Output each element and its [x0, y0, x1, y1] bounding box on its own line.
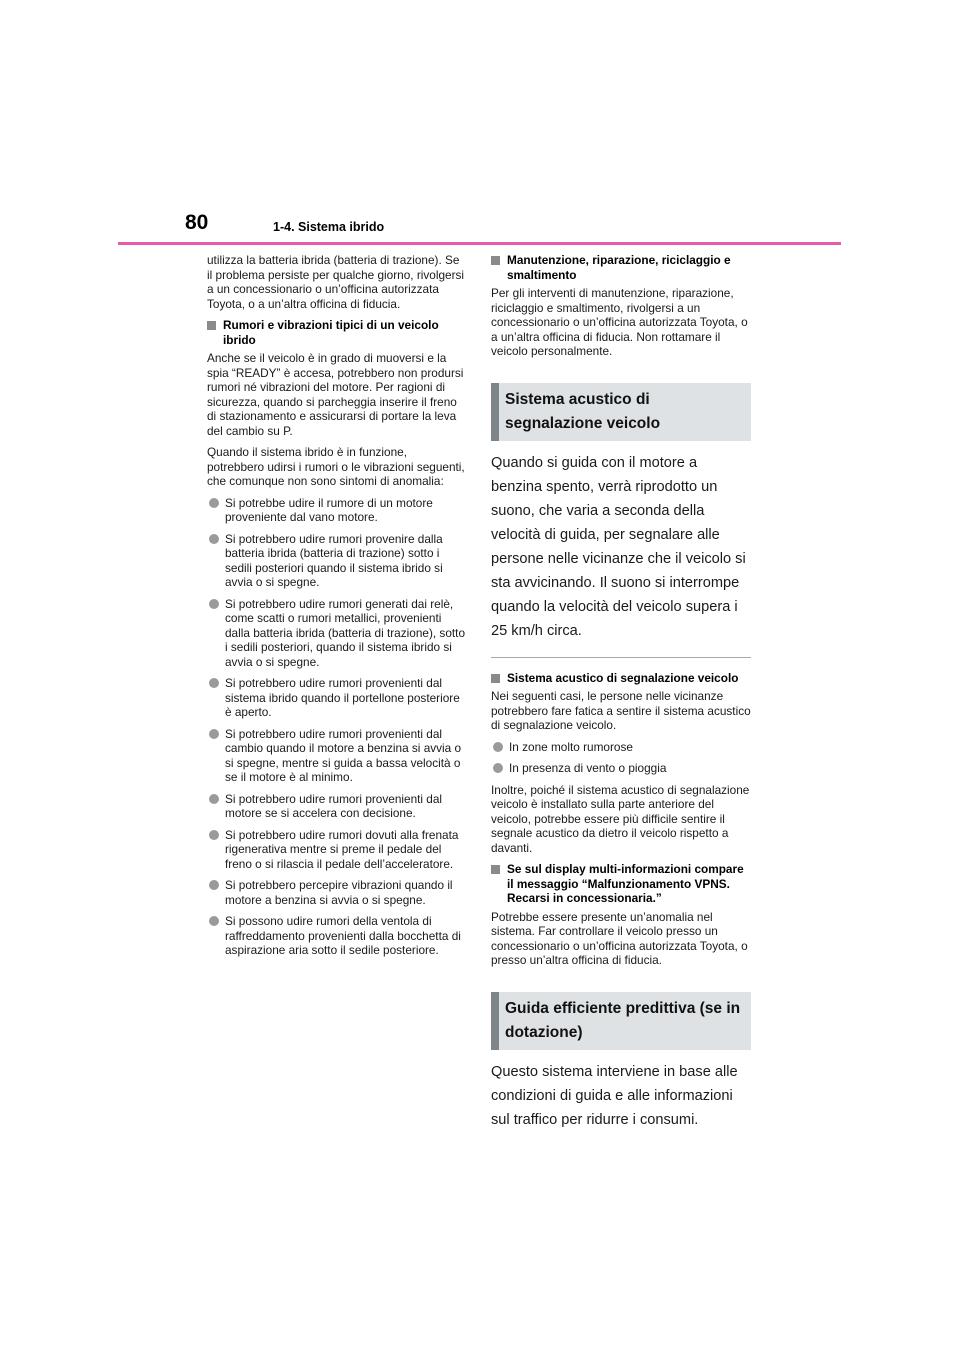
- maintenance-heading: Manutenzione, riparazione, riciclaggio e smaltimento: [491, 253, 751, 282]
- list-item: Si potrebbero udire rumori provenienti dal cambio quando il motore a benzina si avvia o si spegne, mentre si guida a bassa velocità o se il motore è al minimo.: [207, 727, 466, 785]
- page-number: 80: [185, 211, 209, 234]
- sound-system-paragraph-2: Inoltre, poiché il sistema acustico di segnalazione veicolo è installato sulla parte anteriore del veicolo, potrebbe essere più difficile sentire il segnale acustico da dietro il veicolo rispetto a davanti.: [491, 782, 750, 855]
- maintenance-paragraph: Per gli interventi di manutenzione, riparazione, riciclaggio e smaltimento, rivolgersi a un concessionario o un’officina autorizzata Toyota, o a un’altra officina di fiducia. Non rottamare il veicolo personalmente.: [491, 286, 748, 358]
- sound-system-paragraph: Nei seguenti casi, le persone nelle vicinanze potrebbero fare fatica a sentire il sistema acustico di segnalazione veicolo.: [491, 689, 751, 732]
- list-item: Si possono udire rumori della ventola di raffreddamento provenienti dalla bocchetta di aspirazione aria sotto il sedile posteriore.: [207, 914, 466, 958]
- sound-system-subheading: Sistema acustico di segnalazione veicolo: [491, 671, 751, 686]
- round-bullet-icon: [209, 534, 219, 544]
- section-box-sound-system: [491, 383, 751, 441]
- square-bullet-icon: [491, 256, 500, 265]
- round-bullet-icon: [493, 742, 503, 752]
- round-bullet-icon: [209, 678, 219, 688]
- list-item: Si potrebbero percepire vibrazioni quando il motore a benzina si avvia o si spegne.: [207, 878, 466, 907]
- round-bullet-icon: [209, 880, 219, 890]
- square-bullet-icon: [491, 674, 500, 683]
- round-bullet-icon: [209, 794, 219, 804]
- noise-heading: [207, 318, 466, 347]
- list-item: Si potrebbero udire rumori provenienti dal motore se si accelera con decisione.: [207, 792, 466, 821]
- list-item: Si potrebbe udire il rumore di un motore proveniente dal vano motore.: [207, 496, 466, 525]
- noise-heading-text: Rumori e vibrazioni tipici di un veicolo ibrido: [223, 318, 439, 347]
- right-column: [491, 253, 751, 1142]
- noise-paragraph-1: Anche se il veicolo è in grado di muoversi e la spia “READY” è accesa, potrebbero non prodursi rumori né vibrazioni del motore. Per ragioni di sicurezza, quando si parcheggia inserire il freno di stazionamento e assicurarsi di portare la leva del cambio su P.: [207, 351, 464, 438]
- noise-paragraph-2: Quando il sistema ibrido è in funzione, potrebbero udirsi i rumori o le vibrazioni seguenti, che comunque non sono sintomi di anomalia:: [207, 445, 465, 488]
- list-item: Si potrebbero udire rumori provenire dalla batteria ibrida (batteria di trazione) sotto i sedili posteriori quando il sistema ibrido si avvia o si spegne.: [207, 532, 466, 590]
- list-item: In zone molto rumorose: [491, 740, 751, 755]
- section-title: 1-4. Sistema ibrido: [273, 220, 385, 234]
- vpns-heading: Se sul display multi-informazioni compare il messaggio “Malfunzionamento VPNS. Recarsi in concessionaria.”: [491, 862, 751, 906]
- vpns-paragraph: Potrebbe essere presente un’anomalia nel sistema. Far controllare il veicolo presso un concessionario o un’officina autorizzata Toyota, o presso un’altra officina di fiducia.: [491, 909, 748, 967]
- header-rule: [118, 242, 841, 245]
- round-bullet-icon: [209, 916, 219, 926]
- list-item: Si potrebbero udire rumori generati dai relè, come scatti o rumori metallici, provenienti dalla batteria ibrida (batteria di trazione), sotto i sedili posteriori, quando il sistema ibrido si avvia o si spegne.: [207, 597, 466, 670]
- predictive-driving-intro: Questo sistema interviene in base alle condizioni di guida e alle informazioni sul traffico per ridurre i consumi.: [491, 1063, 738, 1128]
- list-item: Si potrebbero udire rumori dovuti alla frenata rigenerativa mentre si preme il pedale del freno o si rilascia il pedale dell’acceleratore.: [207, 828, 466, 872]
- round-bullet-icon: [209, 830, 219, 840]
- section-box-title: Guida efficiente predittiva (se in dotazione): [505, 999, 741, 1041]
- section-box-title: Sistema acustico di segnalazione veicolo: [505, 390, 661, 432]
- left-column: [207, 253, 466, 965]
- round-bullet-icon: [209, 599, 219, 609]
- round-bullet-icon: [209, 498, 219, 508]
- round-bullet-icon: [493, 763, 503, 773]
- section-box-predictive-driving: [491, 992, 751, 1050]
- square-bullet-icon: [491, 865, 500, 874]
- round-bullet-icon: [209, 729, 219, 739]
- square-bullet-icon: [207, 321, 216, 330]
- divider: [491, 657, 751, 658]
- list-item: Si potrebbero udire rumori provenienti dal sistema ibrido quando il portellone posteriore è aperto.: [207, 676, 466, 720]
- sound-system-intro: Quando si guida con il motore a benzina spento, verrà riprodotto un suono, che varia a seconda della velocità di guida, per segnalare alle persone nelle vicinanze che il veicolo si sta avvicinando. Il suono si interrompe quando la velocità del veicolo supera i 25 km/h circa.: [491, 454, 746, 639]
- intro-paragraph: utilizza la batteria ibrida (batteria di trazione). Se il problema persiste per qualche giorno, rivolgersi a un concessionario o un’officina autorizzata Toyota, o a un’altra officina di fiducia.: [207, 253, 465, 311]
- list-item: In presenza di vento o pioggia: [491, 761, 751, 776]
